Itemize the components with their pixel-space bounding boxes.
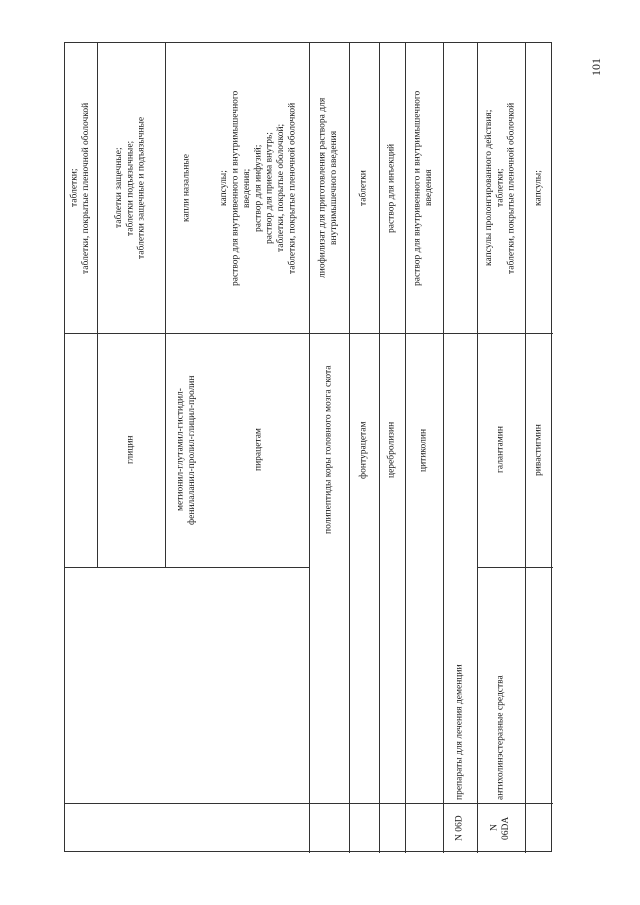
page-number: 101 bbox=[589, 58, 603, 76]
drug-table bbox=[64, 42, 552, 852]
table-row-forms: раствор для внутривенного и внутримышечного введения bbox=[412, 90, 434, 286]
table-row-name: фонтурацетам bbox=[358, 421, 369, 479]
table-row-forms: таблетки bbox=[358, 170, 369, 206]
table-row-forms: таблетки защечные; таблетки подъязычные; таблетки защечные и подъязычные bbox=[113, 116, 147, 260]
table-row-name: цитиколин bbox=[418, 428, 429, 472]
table-row-code: N 06DA bbox=[489, 816, 511, 840]
table-row-forms: капсулы; раствор для внутривенного и внутримышечного введения; раствор для инфузий; раствор для приема внутрь; таблетки, покрытые оболочкой; таблетки, покрытые пленочной оболочкой bbox=[219, 90, 298, 286]
table-row-name: метионил-глутамил-гистидил- фенилаланил-пролил-глицил-пролин bbox=[175, 375, 197, 525]
table-row-name: глицин bbox=[125, 435, 136, 465]
table-row-code: N 06D bbox=[454, 815, 465, 841]
table-row-forms: капли назальные bbox=[181, 154, 192, 222]
table-row-name: ривастигмин bbox=[533, 424, 544, 476]
table-row-name: пирацетам bbox=[253, 428, 264, 472]
table-row-group: антихолинэстеразные средства bbox=[495, 675, 506, 800]
table-row-name: полипептиды коры головного мозга скота bbox=[323, 365, 334, 535]
table-row-name: галантамин bbox=[495, 426, 506, 474]
table-row-forms: капсулы; bbox=[533, 170, 544, 206]
table-row-forms: таблетки; таблетки, покрытые пленочной оболочкой bbox=[69, 102, 91, 274]
table-row-forms: раствор для инъекций bbox=[386, 143, 397, 233]
table-row-group: препараты для лечения деменции bbox=[454, 664, 465, 800]
table-row-name: церебролизин bbox=[386, 421, 397, 479]
table-row-forms: капсулы пролонгированного действия; таблетки; таблетки, покрытые пленочной оболочкой bbox=[483, 102, 517, 274]
table-row-forms: лиофилизат для приготовления раствора для внутримышечного введения bbox=[317, 97, 339, 279]
